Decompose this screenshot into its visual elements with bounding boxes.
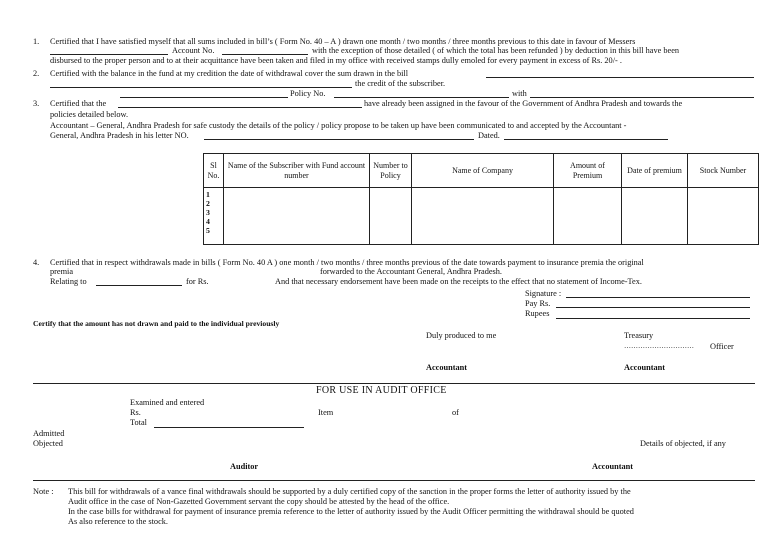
letter-no-field[interactable] [204, 139, 474, 140]
relating-to-label: Relating to [50, 277, 87, 286]
with-field[interactable] [530, 97, 754, 98]
accountant-left: Accountant [426, 363, 468, 372]
col-sl-no: Sl No. [204, 154, 224, 188]
objected-label: Objected [33, 439, 63, 448]
cert2-line2: the credit of the subscriber. [355, 79, 446, 88]
dated-label: Dated. [478, 131, 500, 140]
treasury-label: Treasury [624, 331, 654, 340]
for-rs-label: for Rs. [186, 277, 209, 286]
row-number: 5 [206, 226, 210, 236]
stock-number-cell[interactable] [688, 188, 759, 245]
policy-no-label: Policy No. [290, 89, 326, 98]
audit-of-label: of [452, 408, 459, 417]
cert4-line1: Certified that in respect withdrawals made in bills ( Form No. 40 A ) one month / two months / three months previous of the date towards payment to insurance premia the original [50, 258, 644, 267]
cert4-number: 4. [33, 258, 40, 267]
officer-label: Officer [710, 342, 734, 351]
cert4-line3: And that necessary endorsement have been made on the receipts to the effect that no statement of Income-Tex. [275, 277, 642, 286]
col-subscriber: Name of the Subscriber with Fund account number [224, 154, 370, 188]
cert3-line4a: General, Andhra Pradesh in his letter NO. [50, 131, 189, 140]
premium-amount-cell[interactable] [554, 188, 622, 245]
col-premium-date: Date of premium [622, 154, 688, 188]
cert3-line3: Accountant – General, Andhra Pradesh for safe custody the details of the policy / policy propose to be taken up have been communicated to and accepted by the Accountant - [50, 121, 627, 130]
cert1-line2: with the exception of those detailed ( of which the total has been refunded ) by deduction in this bill have been [312, 46, 680, 55]
premium-date-cell[interactable] [622, 188, 688, 245]
note-label: Note : [33, 487, 54, 496]
cert3-line1a: Certified that the [50, 99, 107, 108]
rupees-field[interactable] [556, 318, 750, 319]
subscriber-field[interactable] [50, 87, 352, 88]
examined-entered: Examined and entered [130, 398, 205, 407]
policy-no-field[interactable] [334, 97, 509, 98]
cert2-field-a[interactable] [120, 97, 288, 98]
cert1-line3: disbursed to the proper person and to at their acquittance have been taken and filed in my office with received stamps dully emoled for every payment in excess of Rs. 20/- . [50, 56, 622, 65]
audit-title: FOR USE IN AUDIT OFFICE [316, 385, 447, 396]
cert2-number: 2. [33, 69, 40, 78]
auditor-label: Auditor [230, 462, 259, 471]
col-premium-amount: Amount of Premium [554, 154, 622, 188]
bill-amount-field[interactable] [486, 77, 754, 78]
pay-rs-label: Pay Rs. [525, 299, 551, 308]
cert3-number: 3. [33, 99, 40, 108]
note-line2: Audit office in the case of Non-Gazetted Government servant the copy should be attested by the head of the office. [68, 497, 450, 506]
subscriber-cell[interactable] [224, 188, 370, 245]
note-line3: In the case bills for withdrawal for payment of insurance premia reference to the letter of authority issued by the Audit Officer permitting the withdrawal should be quoted [68, 507, 634, 516]
table-row [204, 188, 759, 245]
row-number: 2 [206, 199, 210, 209]
note-line4: As also reference to the stock. [68, 517, 168, 526]
with-label: with [512, 89, 527, 98]
cert1-number: 1. [33, 37, 40, 46]
details-objected: Details of objected, if any [640, 439, 726, 448]
cert3-line2: policies detailed below. [50, 110, 129, 119]
audit-accountant-label: Accountant [592, 462, 634, 471]
row-number: 1 [206, 190, 210, 199]
audit-rs-label: Rs. [130, 408, 141, 417]
cert3-line1b: have already been assigned in the favour of the Government of Andhra Pradesh and towards the [364, 99, 683, 108]
certify-not-drawn: Certify that the amount has not drawn and paid to the individual previously [33, 319, 280, 328]
pay-rs-field[interactable] [556, 307, 750, 308]
col-stock-number: Stock Number [688, 154, 759, 188]
note-line1: This bill for withdrawals of a vance final withdrawals should be supported by a duly certified copy of the sanction in the proper forms the letter of authority issued by the [68, 487, 631, 496]
duly-produced: Duly produced to me [426, 331, 497, 340]
policy-number-cell[interactable] [370, 188, 412, 245]
table-header-row [204, 154, 759, 188]
officer-dots: ………………………… [624, 342, 694, 350]
admitted-label: Admitted [33, 429, 65, 438]
audit-divider [33, 383, 755, 384]
audit-item-label: Item [318, 408, 334, 417]
cert4-premia: premia [50, 267, 74, 276]
row-numbers-cell [204, 188, 224, 245]
company-cell[interactable] [412, 188, 554, 245]
audit-total-field[interactable] [154, 427, 304, 428]
accountant-right: Accountant [624, 363, 666, 372]
col-policy-number: Number to Policy [370, 154, 412, 188]
row-number: 4 [206, 217, 210, 227]
relating-to-field[interactable] [96, 285, 182, 286]
signature-field[interactable] [566, 297, 750, 298]
cert3-field[interactable] [118, 107, 362, 108]
audit-total-label: Total [130, 418, 147, 427]
policy-table [203, 153, 759, 245]
signature-label: Signature : [525, 289, 562, 298]
cert1-line1: Certified that I have satisfied myself that all sums included in bill’s ( Form No. 40 – A ) drawn one month / two months / three months previous to this date in favour of Messers [50, 37, 636, 46]
row-number: 3 [206, 208, 210, 218]
messers-field[interactable] [50, 54, 168, 55]
account-no-field[interactable] [222, 54, 308, 55]
cert1-account-label: Account No. [172, 46, 215, 55]
cert4-line2: forwarded to the Accountant General, Andhra Pradesh. [320, 267, 503, 276]
rupees-label: Rupees [525, 309, 550, 318]
note-divider [33, 480, 755, 481]
dated-field[interactable] [504, 139, 668, 140]
cert2-line1: Certified with the balance in the fund at my credition the date of withdrawal cover the sum drawn in the bill [50, 69, 409, 78]
col-company: Name of Company [412, 154, 554, 188]
